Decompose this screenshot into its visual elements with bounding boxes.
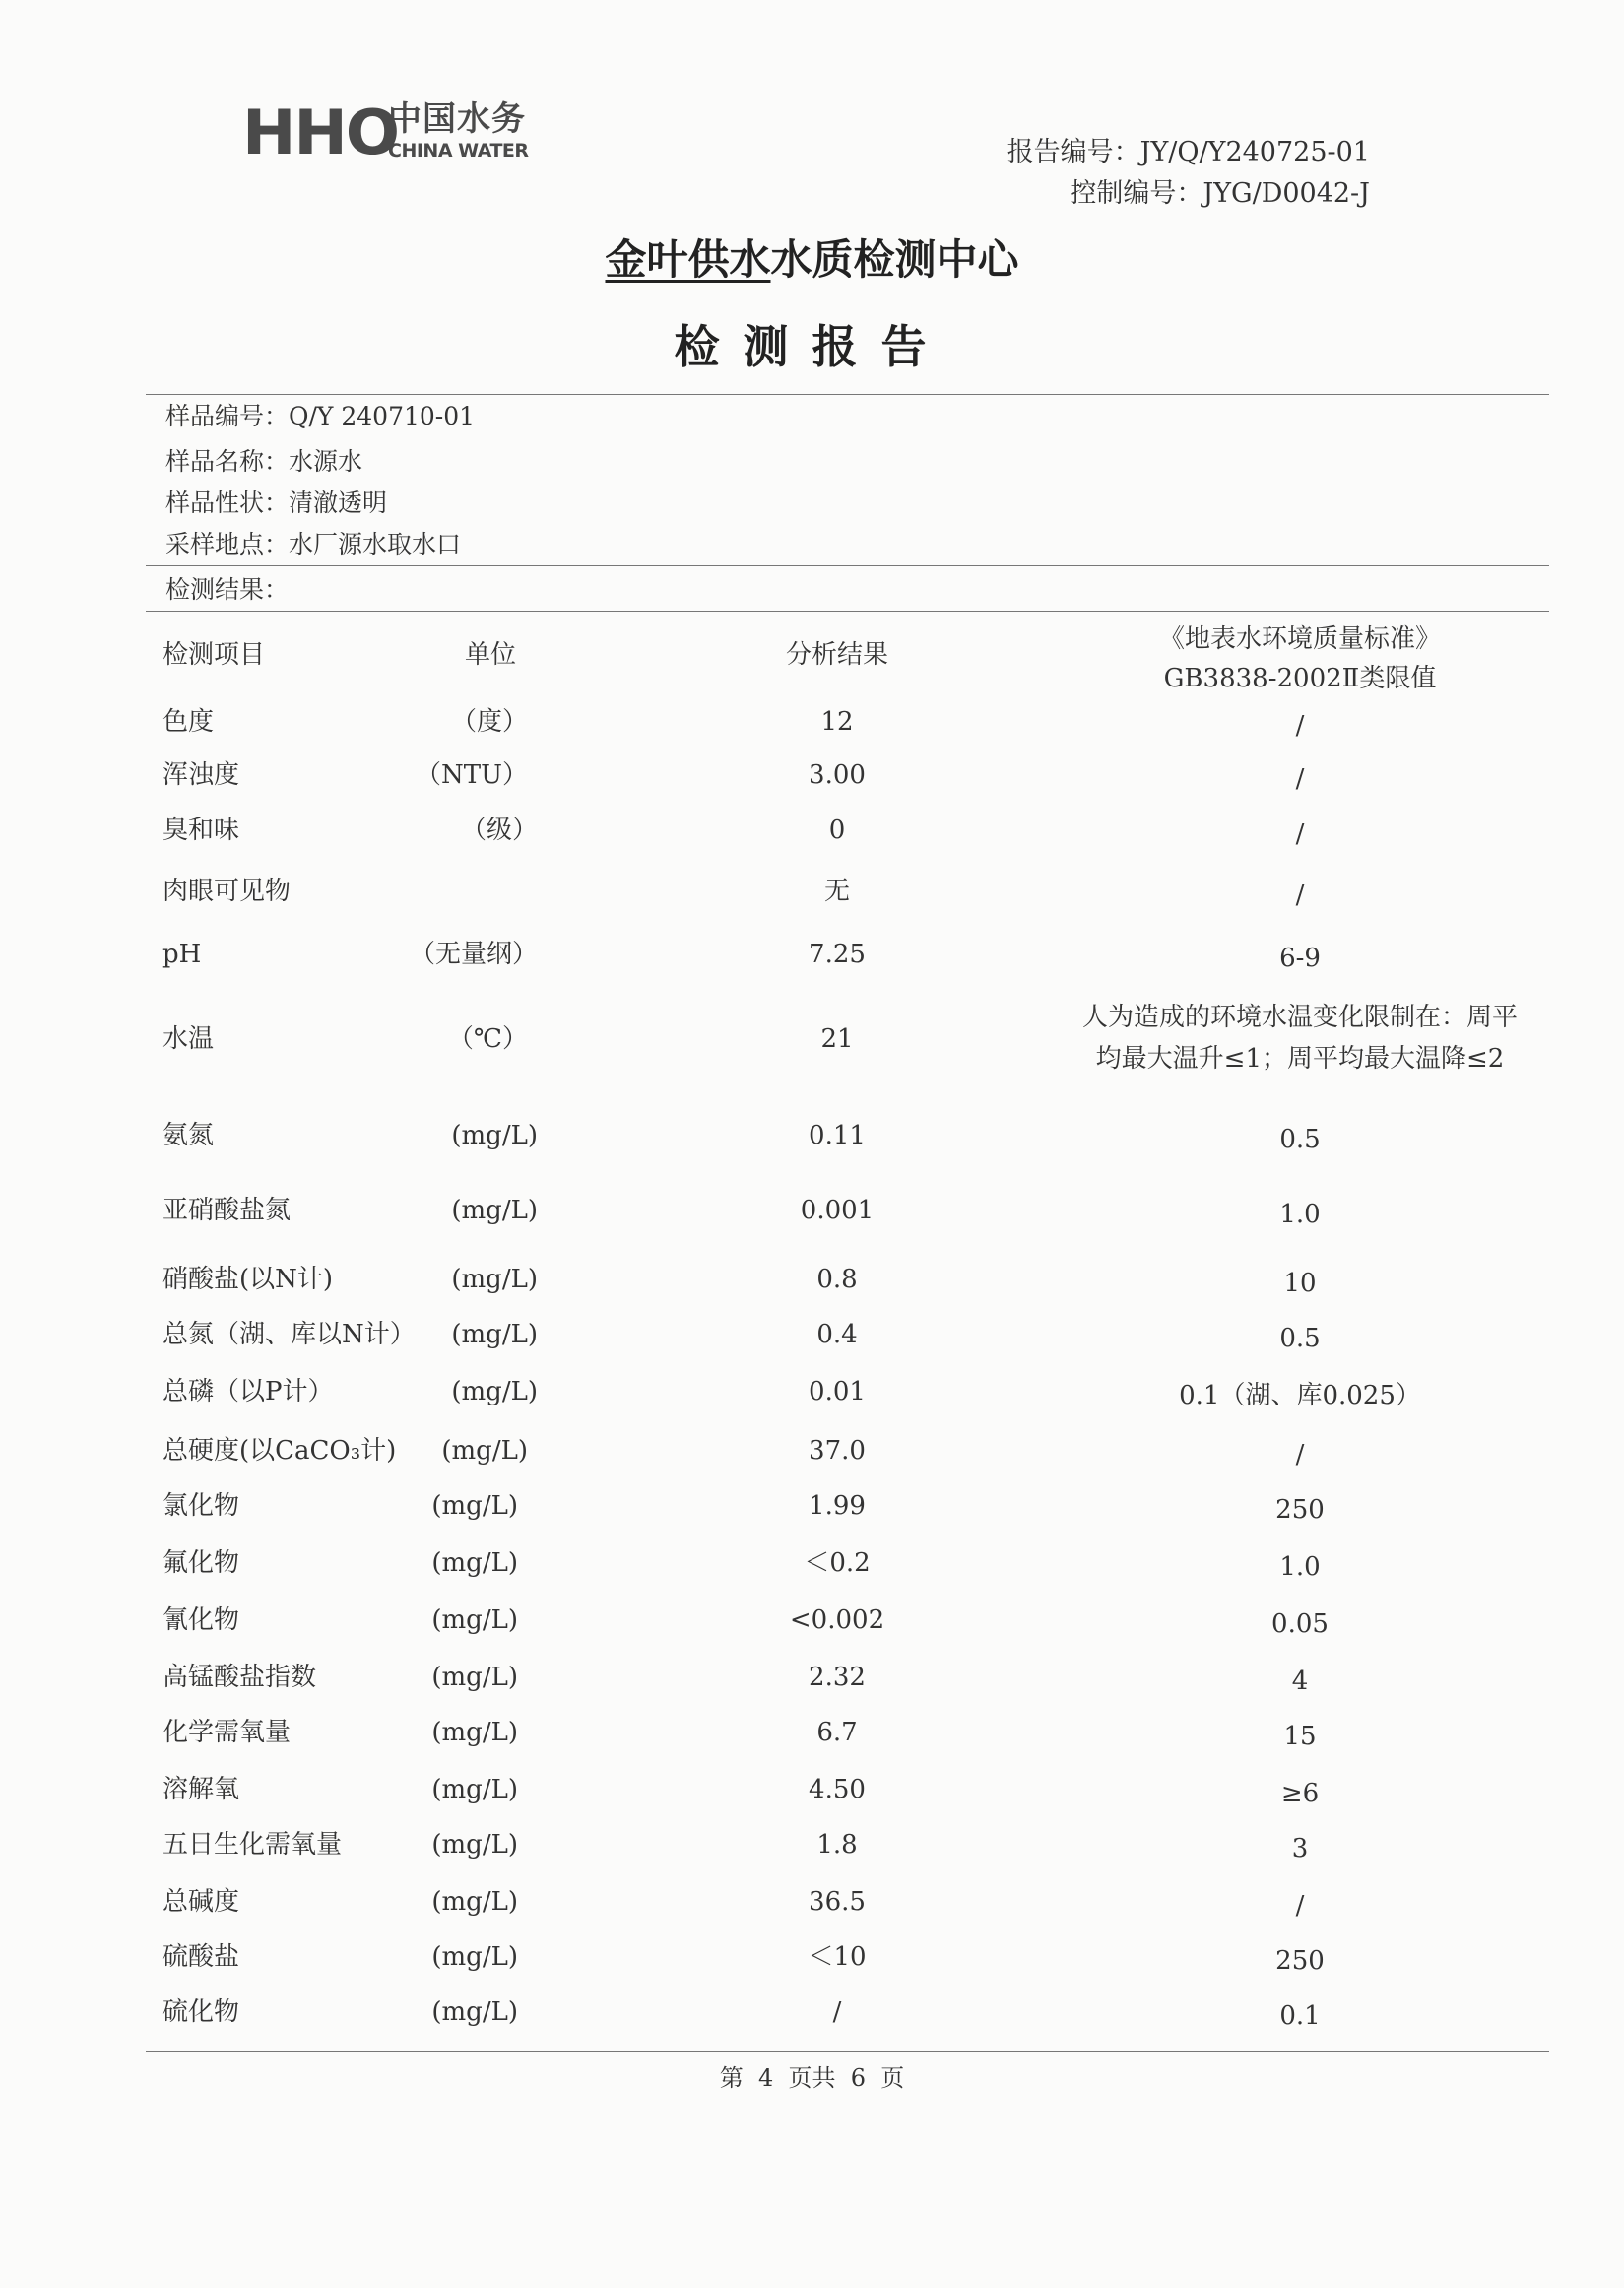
row-unit: (mg/L): [431, 1942, 518, 1972]
row-unit: （NTU）: [415, 760, 528, 790]
row-unit: (mg/L): [431, 1663, 518, 1692]
row-item: 硫酸盐: [162, 1942, 240, 1972]
row-limit: 15: [1283, 1722, 1317, 1751]
row-unit: （℃）: [447, 1024, 528, 1054]
divider: [146, 394, 1549, 395]
row-limit: /: [1295, 764, 1305, 794]
row-result: 21: [820, 1024, 854, 1054]
row-result: 0.11: [809, 1121, 866, 1150]
report-title: 检测报告: [674, 320, 950, 373]
row-unit: (mg/L): [431, 1775, 518, 1804]
row-limit: 0.05: [1271, 1609, 1329, 1639]
row-result: 0: [828, 816, 846, 845]
row-limit: ≥6: [1280, 1779, 1320, 1808]
sample-number: 样品编号：Q/Y 240710-01: [165, 402, 476, 430]
row-limit-line2: 均最大温升≤1；周平均最大温降≤2: [1095, 1044, 1505, 1074]
row-item: 氨氮: [162, 1121, 215, 1150]
row-result: 无: [823, 877, 850, 906]
control-number: 控制编号：JYG/D0042-J: [1070, 178, 1370, 209]
row-item: 浑浊度: [162, 760, 240, 790]
divider: [146, 611, 1549, 612]
row-result: 7.25: [809, 940, 866, 969]
header-standard-line2: GB3838-2002Ⅱ类限值: [1163, 664, 1437, 693]
row-item: 高锰酸盐指数: [162, 1663, 317, 1692]
header-result: 分析结果: [785, 640, 888, 670]
row-item: 氟化物: [162, 1548, 240, 1578]
row-item: 色度: [162, 707, 215, 737]
row-item: pH: [162, 940, 202, 969]
row-unit: (mg/L): [431, 1605, 518, 1635]
row-unit: (mg/L): [451, 1196, 538, 1225]
row-unit: (mg/L): [431, 1830, 518, 1860]
sample-name: 样品名称：水源水: [165, 447, 363, 476]
header-unit: 单位: [465, 640, 517, 670]
page-footer: 第 4 页共 6 页: [719, 2064, 905, 2092]
row-item: 硝酸盐(以N计): [162, 1265, 334, 1294]
row-item: 亚硝酸盐氮: [162, 1196, 292, 1225]
row-limit: 0.5: [1279, 1125, 1321, 1154]
row-result: ＜0.2: [804, 1548, 871, 1578]
row-unit: (mg/L): [451, 1265, 538, 1294]
company-logo: [242, 98, 538, 167]
row-result: 1.8: [816, 1830, 858, 1860]
row-result: 2.32: [809, 1663, 866, 1692]
sample-appearance: 样品性状：清澈透明: [165, 489, 388, 517]
row-result: <0.002: [789, 1605, 885, 1635]
row-unit: （度）: [450, 707, 528, 737]
row-item: 肉眼可见物: [162, 877, 292, 906]
row-limit: 6-9: [1279, 944, 1321, 973]
row-item: 氰化物: [162, 1605, 240, 1635]
row-item: 总氮（湖、库以N计）: [162, 1320, 416, 1349]
row-limit: /: [1295, 1891, 1305, 1921]
row-unit: (mg/L): [451, 1121, 538, 1150]
row-result: 37.0: [809, 1436, 866, 1466]
row-item: 化学需氧量: [162, 1718, 292, 1747]
row-item: 总硬度(以CaCO₃计): [162, 1436, 397, 1466]
row-unit: (mg/L): [431, 1997, 518, 2027]
row-unit: (mg/L): [451, 1320, 538, 1349]
row-limit: /: [1295, 819, 1305, 849]
organization-title-underlined: 金叶供水: [605, 235, 771, 284]
row-limit: 0.1（湖、库0.025）: [1179, 1381, 1421, 1410]
row-limit: 0.1: [1279, 2001, 1321, 2031]
row-item: 硫化物: [162, 1997, 240, 2027]
row-result: 3.00: [809, 760, 866, 790]
row-limit: 250: [1275, 1946, 1325, 1976]
row-limit: 人为造成的环境水温变化限制在：周平: [1081, 1003, 1518, 1032]
sampling-location: 采样地点：水厂源水取水口: [165, 530, 462, 558]
row-limit: 10: [1283, 1269, 1317, 1298]
row-result: 6.7: [816, 1718, 858, 1747]
report-number: 报告编号：JY/Q/Y240725-01: [1007, 137, 1370, 167]
row-unit: （级）: [460, 816, 538, 845]
row-unit: (mg/L): [431, 1548, 518, 1578]
row-item: 溶解氧: [162, 1775, 240, 1804]
row-result: 0.4: [816, 1320, 858, 1349]
header-standard-line1: 《地表水环境质量标准》: [1158, 624, 1441, 654]
row-item: 总磷（以P计）: [162, 1377, 334, 1406]
row-limit: 1.0: [1279, 1552, 1321, 1582]
row-item: 臭和味: [162, 816, 240, 845]
row-unit: (mg/L): [431, 1491, 518, 1521]
row-result: 36.5: [809, 1887, 866, 1917]
row-result: 12: [820, 707, 854, 737]
row-result: 1.99: [809, 1491, 866, 1521]
header-item: 检测项目: [162, 640, 266, 670]
row-result: 0.001: [800, 1196, 875, 1225]
row-unit: (mg/L): [431, 1718, 518, 1747]
logo-chinese-name: 中国水务: [388, 99, 526, 139]
row-limit: /: [1295, 711, 1305, 741]
row-result: 0.01: [809, 1377, 866, 1406]
organization-title-rest: 水质检测中心: [770, 235, 1019, 284]
row-unit: (mg/L): [441, 1436, 528, 1466]
divider: [146, 2051, 1549, 2052]
row-item: 水温: [162, 1024, 215, 1054]
report-codes: [1007, 132, 1370, 215]
logo-mark: HHO: [242, 97, 399, 168]
row-item: 总碱度: [162, 1887, 240, 1917]
row-limit: 0.5: [1279, 1324, 1321, 1353]
row-unit: （无量纲）: [409, 940, 538, 969]
row-limit: 250: [1275, 1495, 1325, 1525]
row-limit: /: [1295, 881, 1305, 910]
row-item: 五日生化需氧量: [162, 1830, 343, 1860]
row-result: 0.8: [816, 1265, 858, 1294]
row-limit: 3: [1291, 1834, 1309, 1863]
row-limit: 1.0: [1279, 1200, 1321, 1229]
row-limit: /: [1295, 1440, 1305, 1470]
row-unit: (mg/L): [451, 1377, 538, 1406]
row-result: /: [832, 1997, 842, 2027]
logo-english-name: CHINA WATER: [388, 140, 529, 162]
row-unit: (mg/L): [431, 1887, 518, 1917]
row-result: ＜10: [808, 1942, 867, 1972]
results-label: 检测结果：: [165, 575, 290, 604]
row-result: 4.50: [809, 1775, 866, 1804]
divider: [146, 565, 1549, 566]
row-item: 氯化物: [162, 1491, 240, 1521]
row-limit: 4: [1291, 1667, 1309, 1696]
organization-title: [0, 232, 1624, 288]
